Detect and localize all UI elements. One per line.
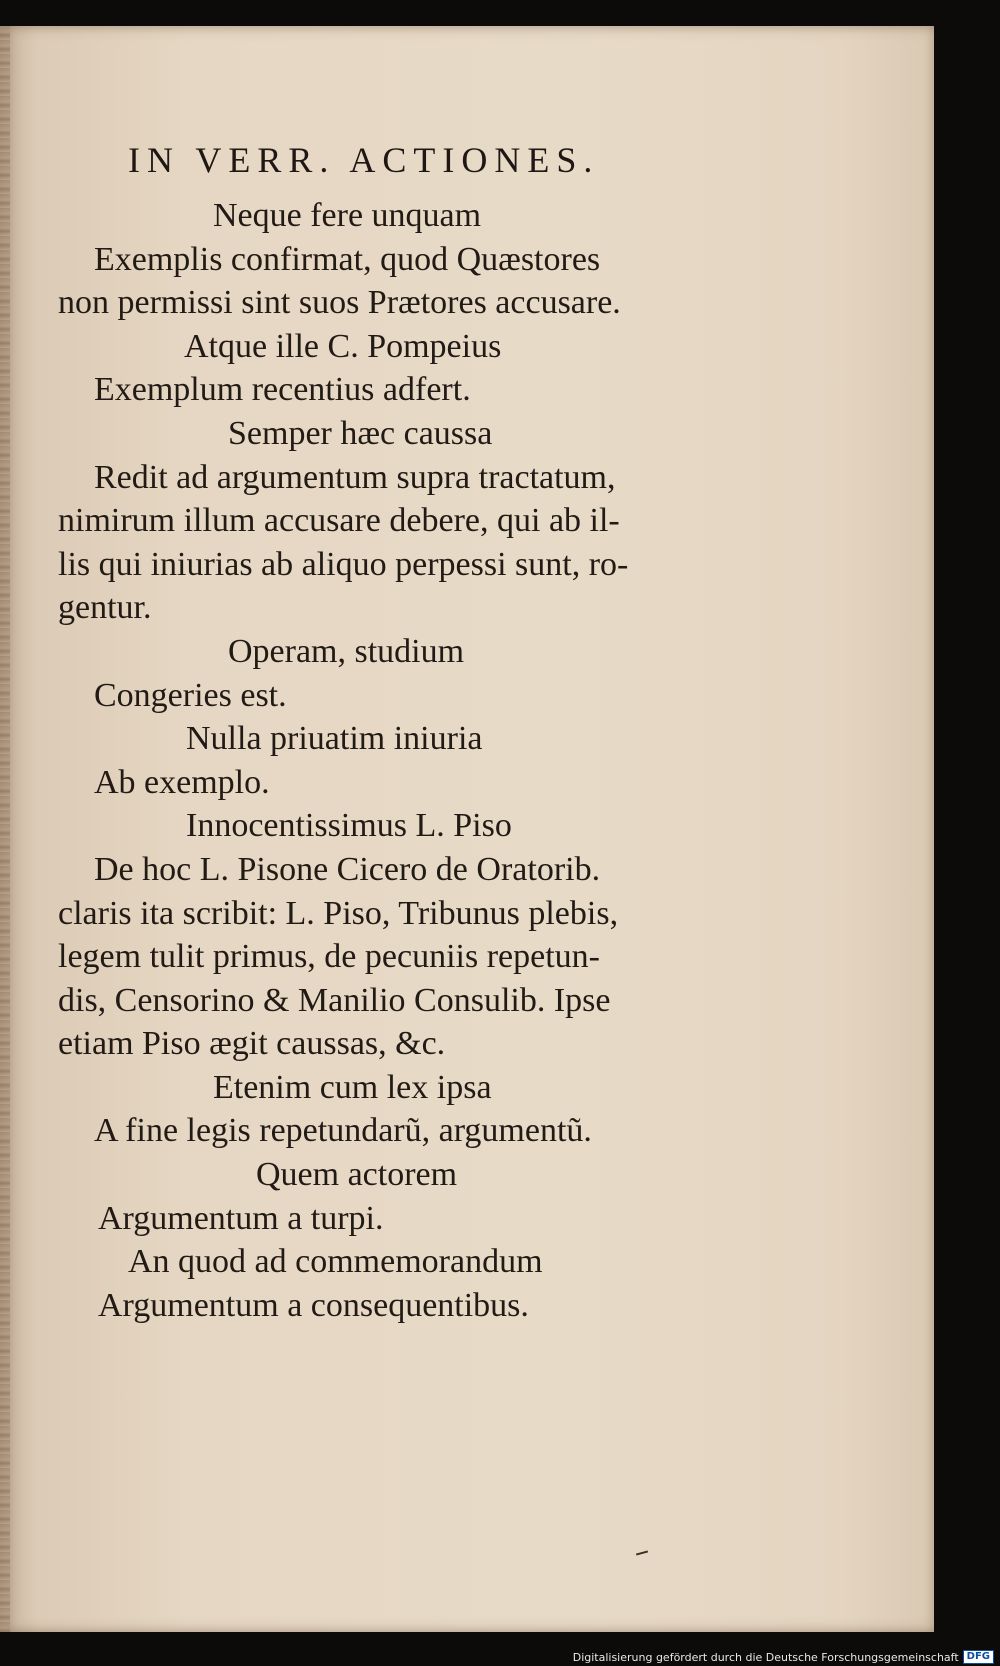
lemma-line: Operam, studium [228,632,465,670]
gloss-line: Congeries est. [94,676,287,714]
lemma-line: Neque fere unquam [213,197,482,234]
lemma-line: Semper hæc caussa [228,414,493,452]
footer-credit-text: Digitalisierung gefördert durch die Deutsche Forschungsgemeinschaft [572,1650,959,1664]
text-line: legem tulit primus, de pecuniis repetun- [58,938,600,976]
ink-mark [636,1550,648,1555]
gloss-line: Exemplis confirmat, quod Quæstores [94,240,601,278]
gloss-line: Argumentum a consequentibus. [98,1286,529,1324]
lemma-line: Quem actorem [256,1156,458,1194]
lemma-line: An quod ad commemorandum [128,1243,543,1281]
running-head: IN VERR. ACTIONES. [128,140,600,180]
text-line: lis qui iniurias ab aliquo perpessi sunt, ro- [58,545,629,583]
footer-credit [573,1650,994,1664]
book-page [0,26,934,1632]
lemma-line: Etenim cum lex ipsa [213,1068,492,1106]
gloss-line: A fine legis repetundarũ, argumentũ. [94,1112,592,1150]
text-line: gentur. [58,589,152,627]
lemma-line: Innocentissimus L. Piso [186,807,512,845]
commentary-text [58,194,708,1327]
text-line: claris ita scribit: L. Piso, Tribunus plebis, [58,894,619,932]
gloss-line: Exemplum recentius adfert. [94,371,471,409]
text-line: nimirum illum accusare debere, qui ab il- [58,502,620,540]
text-line: dis, Censorino & Manilio Consulib. Ipse [58,981,611,1019]
gloss-line: De hoc L. Pisone Cicero de Oratorib. [94,850,601,888]
text-line: etiam Piso ægit caussas, &c. [58,1025,446,1063]
dfg-logo-icon: DFG [963,1650,994,1664]
gloss-line: Argumentum a turpi. [98,1199,384,1237]
gloss-line: Redit ad argumentum supra tractatum, [94,458,616,496]
gloss-line: Ab exemplo. [94,763,270,801]
text-line: non permissi sint suos Prætores accusare. [58,284,621,322]
lemma-line: Nulla priuatim iniuria [186,720,483,758]
lemma-line: Atque ille C. Pompeius [184,327,502,365]
